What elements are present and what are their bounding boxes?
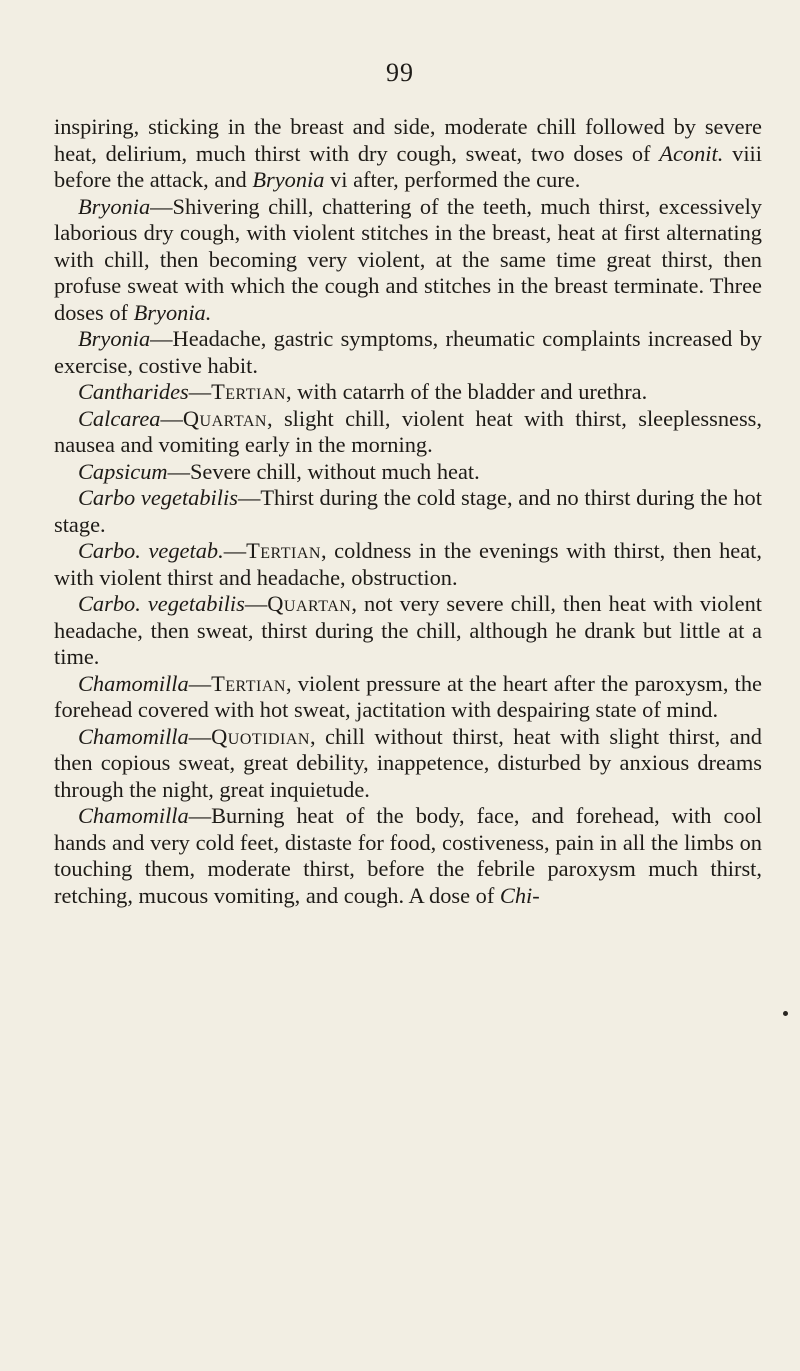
remedy-name: Cantharides	[78, 379, 189, 404]
fever-type: Quartan	[267, 591, 352, 616]
remedy-name: Carbo. vegetab.	[78, 538, 224, 563]
paragraph	[54, 485, 762, 538]
fever-type: Tertian	[211, 379, 286, 404]
paragraph	[54, 326, 762, 379]
paragraph	[54, 671, 762, 724]
remedy-name: Bryonia	[78, 193, 151, 219]
remedy-name: Calcarea	[78, 405, 161, 431]
paragraph-text: Headache, gastric symptoms, rheumatic complaints increased by exercise, costive habit.	[54, 326, 762, 378]
paragraph-text: , with catarrh of the bladder and urethra.	[285, 379, 648, 404]
paragraph	[54, 459, 762, 486]
fever-type: Quotidian	[211, 723, 310, 749]
paragraph-text: , chill without thirst, heat with slight thirst, and then copious sweat, great debility, inappetence, disturbed by anxious dreams through the night, great inquietude.	[54, 723, 762, 802]
fever-type: Tertian	[246, 538, 321, 563]
dash: —	[223, 538, 247, 563]
margin-mark	[783, 1011, 788, 1016]
paragraph	[54, 803, 762, 909]
dash: —	[160, 405, 183, 431]
paragraph-text: , slight chill, violent heat with thirst, sleeplessness, nausea and vomiting early in the morning.	[54, 405, 762, 457]
paragraph-text: Thirst during the cold stage, and no thirst during the hot stage.	[54, 485, 762, 537]
dash: —	[167, 458, 190, 484]
paragraph	[54, 406, 762, 459]
remedy-name: Carbo. vegetabilis	[78, 591, 245, 616]
paragraph	[54, 591, 762, 671]
dash: —	[244, 591, 268, 616]
dash: —	[237, 485, 261, 510]
paragraph	[54, 194, 762, 327]
remedy-name: Bryonia	[252, 167, 325, 192]
page-number: 99	[386, 58, 414, 87]
remedy-name: Chi-	[499, 882, 540, 908]
paragraph-text: , violent pressure at the heart after the paroxysm, the forehead covered with hot sweat, jactitation with despairing state of mind.	[54, 670, 762, 722]
fever-type: Tertian	[211, 670, 286, 696]
remedy-name: Chamomilla	[78, 723, 189, 749]
paragraph-text: Shivering chill, chattering of the teeth, much thirst, excessively laborious dry cough, with violent stitches in the breast, heat at first alternating with chill, then becoming very violent, at the same time great thirst, then profuse sweat with which the cough and stitches in the breast terminate. Three doses of	[54, 193, 762, 325]
dash: —	[150, 326, 173, 351]
remedy-name: Aconit.	[659, 140, 724, 166]
paragraph	[54, 724, 762, 804]
remedy-name: Bryonia.	[133, 299, 212, 325]
paragraph	[54, 114, 762, 194]
paragraph-text: viii before the attack, and	[54, 140, 762, 192]
paragraph	[54, 538, 762, 591]
remedy-name: Carbo vegetabilis	[78, 485, 238, 510]
paragraph-text: Burning heat of the body, face, and forehead, with cool hands and very cold feet, distaste for food, costiveness, pain in all the limbs on touching them, moderate thirst, before the febrile paroxysm much thirst, retching, mucous vomiting, and cough. A dose of	[54, 803, 762, 908]
paragraph-text: vi after, performed the cure.	[324, 167, 581, 192]
body-text	[54, 114, 762, 909]
paragraph-text: , coldness in the evenings with thirst, then heat, with violent thirst and headache, obstruction.	[54, 538, 762, 590]
remedy-name: Bryonia	[78, 326, 151, 351]
remedy-name: Capsicum	[78, 458, 168, 484]
remedy-name: Chamomilla	[78, 803, 189, 828]
dash: —	[188, 379, 212, 404]
paragraph-text: inspiring, sticking in the breast and side, moderate chill followed by severe heat, delirium, much thirst with dry cough, sweat, two doses of	[54, 114, 762, 166]
dash: —	[188, 670, 212, 696]
dash: —	[188, 723, 212, 749]
paragraph-text: , not very severe chill, then heat with violent headache, then sweat, thirst during the chill, although he drank but little at a time.	[54, 591, 762, 669]
fever-type: Quartan	[182, 405, 267, 431]
dash: —	[188, 803, 212, 828]
dash: —	[150, 193, 173, 219]
remedy-name: Chamomilla	[78, 670, 189, 696]
paragraph-text: Severe chill, without much heat.	[189, 458, 480, 484]
paragraph	[54, 379, 762, 406]
